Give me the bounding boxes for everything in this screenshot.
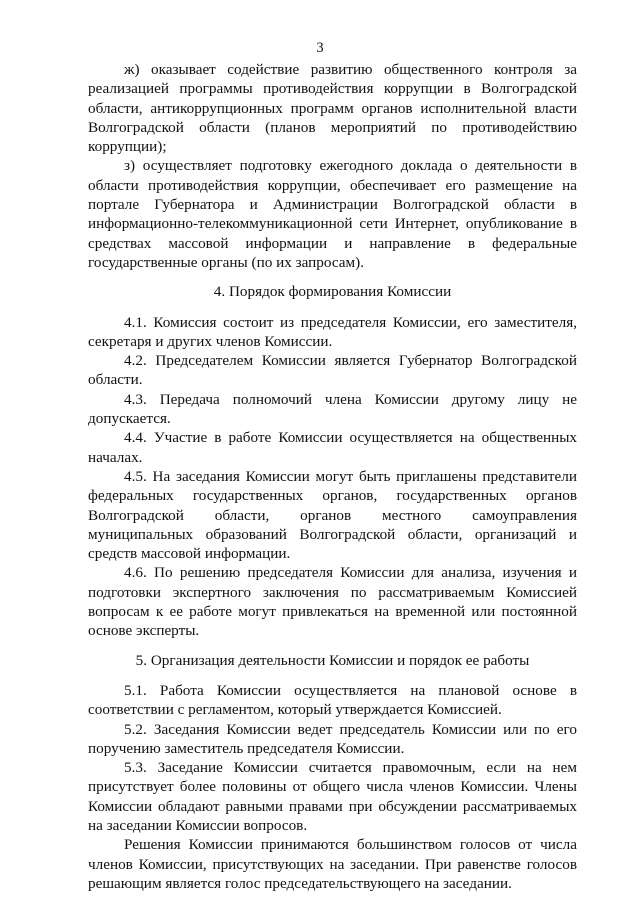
paragraph-5-2: 5.2. Заседания Комиссии ведет председатель Комиссии или по его поручению заместитель председателя Комиссии. (88, 720, 577, 757)
paragraph-5-3: 5.3. Заседание Комиссии считается правомочным, если на нем присутствует более половины от общего числа членов Комиссии. Члены Комиссии обладают равными правами при обсуждении рассматриваемых на заседании Комиссии вопросов. (88, 759, 577, 834)
section-heading-4: 4. Порядок формирования Комиссии (213, 283, 452, 301)
paragraph-4-2: 4.2. Председателем Комиссии является Губернатор Волгоградской области. (88, 352, 577, 389)
paragraph-4-4: 4.4. Участие в работе Комиссии осуществляется на общественных началах. (88, 429, 577, 466)
page-number: 3 (316, 40, 324, 56)
section-heading-5: 5. Организация деятельности Комиссии и порядок ее работы (135, 651, 530, 669)
paragraph-4-5: 4.5. На заседания Комиссии могут быть приглашены представители федеральных государственных органов, государственных органов Волгоградской области, органов местного самоуправления муниципальных образований Волгоградской области, организаций и средств массовой информации. (88, 467, 577, 563)
paragraph-decisions: Решения Комиссии принимаются большинством голосов от числа членов Комиссии, присутствующих на заседании. При равенстве голосов решающим является голос председательствующего на заседании. (88, 836, 577, 892)
paragraph-4-6: 4.6. По решению председателя Комиссии для анализа, изучения и подготовки экспертного заключения по рассматриваемым Комиссией вопросам к ее работе могут привлекаться на временной или постоянной основе эксперты. (88, 564, 577, 640)
paragraph-4-3: 4.3. Передача полномочий члена Комиссии другому лицу не допускается. (88, 390, 577, 428)
paragraph-z: з) осуществляет подготовку ежегодного доклада о деятельности в области противодействия коррупции, обеспечивает его размещение на портале Губернатора и Администрации Волгоградской области в информационно-телекоммуникационной сети Интернет, опубликование в средствах массовой информации и направление в федеральные государственные органы (по их запросам). (88, 157, 577, 271)
paragraph-zh: ж) оказывает содействие развитию общественного контроля за реализацией программы противодействия коррупции в Волгоградской области, антикоррупционных программ органов исполнительной власти Волгоградской области (планов мероприятий по противодействию коррупции); (88, 61, 577, 156)
document-body (88, 60, 577, 893)
paragraph-5-1: 5.1. Работа Комиссии осуществляется на плановой основе в соответствии с регламентом, который утверждается Комиссией. (88, 681, 577, 719)
paragraph-4-1: 4.1. Комиссия состоит из председателя Комиссии, его заместителя, секретаря и других членов Комиссии. (88, 313, 577, 350)
